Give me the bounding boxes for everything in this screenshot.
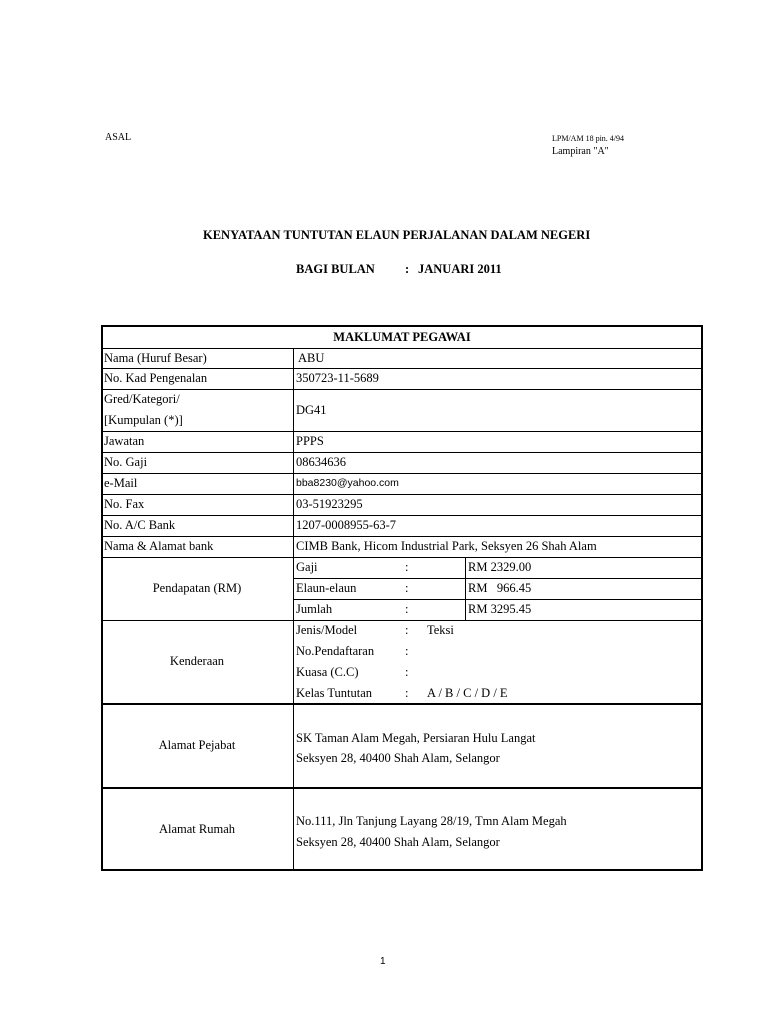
alamat-pejabat-line1: SK Taman Alam Megah, Persiaran Hulu Langat [296, 731, 536, 745]
alamat-pejabat-line2: Seksyen 28, 40400 Shah Alam, Selangor [296, 751, 500, 765]
form-reference: LPM/AM 18 pin. 4/94 [552, 134, 625, 143]
row-value-gaji: 08634636 [296, 455, 346, 469]
row-value-gred: DG41 [296, 403, 327, 417]
row-label-gaji: No. Gaji [104, 455, 148, 469]
row-label-nama: Nama (Huruf Besar) [104, 351, 207, 365]
income-amount: RM 3295.45 [468, 602, 532, 616]
kenderaan-label: Kenderaan [169, 654, 225, 668]
period-separator: : [405, 262, 410, 276]
row-value-jawatan: PPPS [296, 434, 324, 448]
income-sep: : [405, 560, 409, 574]
row-value-account: 1207-0008955-63-7 [296, 518, 396, 532]
row-value-fax: 03-51923295 [296, 497, 363, 511]
vehicle-value: A / B / C / D / E [427, 686, 508, 700]
vehicle-sep: : [405, 623, 409, 637]
row-label-jawatan: Jawatan [104, 434, 145, 448]
row-label-kumpulan: [Kumpulan (*)] [104, 413, 183, 427]
page-number: 1 [380, 956, 386, 967]
alamat-rumah-line2: Seksyen 28, 40400 Shah Alam, Selangor [296, 835, 500, 849]
income-sep: : [405, 581, 409, 595]
vehicle-sep: : [405, 644, 409, 658]
asal-label: ASAL [105, 132, 132, 143]
row-label-ic: No. Kad Pengenalan [104, 371, 208, 385]
lampiran-label: Lampiran "A" [552, 146, 609, 157]
row-label-fax: No. Fax [104, 497, 145, 511]
income-name: Jumlah [296, 602, 333, 616]
row-value-nama: ABU [298, 351, 325, 365]
vehicle-sep: : [405, 686, 409, 700]
officer-info-table [101, 325, 703, 871]
alamat-rumah-line1: No.111, Jln Tanjung Layang 28/19, Tmn Alam Megah [296, 814, 567, 828]
alamat-rumah-label: Alamat Rumah [158, 822, 236, 836]
income-name: Elaun-elaun [296, 581, 357, 595]
vehicle-name: Kuasa (C.C) [296, 665, 359, 679]
period-value: JANUARI 2011 [418, 262, 502, 276]
row-label-gred: Gred/Kategori/ [104, 392, 180, 406]
vehicle-name: Kelas Tuntutan [296, 686, 373, 700]
income-sep: : [405, 602, 409, 616]
income-amount: RM 966.45 [468, 581, 532, 595]
alamat-pejabat-label: Alamat Pejabat [158, 738, 236, 752]
row-label-email: e-Mail [104, 476, 138, 490]
row-value-ic: 350723-11-5689 [296, 371, 379, 385]
document-title: KENYATAAN TUNTUTAN ELAUN PERJALANAN DALAM NEGERI [203, 228, 591, 242]
row-label-bank: Nama & Alamat bank [104, 539, 214, 553]
pendapatan-label: Pendapatan (RM) [152, 581, 242, 595]
period-label: BAGI BULAN [296, 262, 375, 276]
income-name: Gaji [296, 560, 318, 574]
row-value-bank: CIMB Bank, Hicom Industrial Park, Seksyen 26 Shah Alam [296, 539, 597, 553]
income-amount: RM 2329.00 [468, 560, 532, 574]
row-label-account: No. A/C Bank [104, 518, 176, 532]
vehicle-value: Teksi [427, 623, 454, 637]
row-value-email: bba8230@yahoo.com [296, 477, 399, 489]
section-title: MAKLUMAT PEGAWAI [333, 330, 471, 344]
vehicle-sep: : [405, 665, 409, 679]
vehicle-name: Jenis/Model [296, 623, 358, 637]
vehicle-name: No.Pendaftaran [296, 644, 375, 658]
